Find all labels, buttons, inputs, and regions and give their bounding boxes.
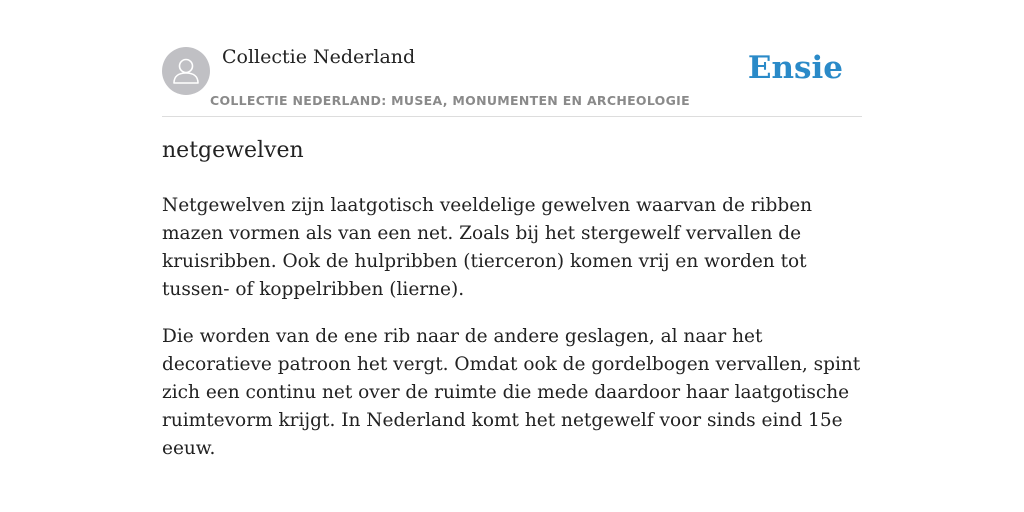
avatar[interactable] xyxy=(162,47,210,95)
source-header xyxy=(162,0,862,117)
article-title: netgewelven xyxy=(162,138,304,163)
article-card xyxy=(162,0,862,459)
brand-logo[interactable]: Ensie xyxy=(747,50,843,86)
article-body xyxy=(162,192,862,482)
article-paragraph: Die worden van de ene rib naar de andere geslagen, al naar het decoratieve patroon het vergt. Omdat ook de gordelbogen vervallen, spint zich een continu net over de ruimte die mede daardoor haar laatgotische ruimtevorm krijgt. In Nederland komt het netgewelf voor sinds eind 15e eeuw. xyxy=(162,326,861,459)
article-paragraph: Netgewelven zijn laatgotisch veeldelige gewelven waarvan de ribben mazen vormen als van een net. Zoals bij het stergewelf vervallen de kruisribben. Ook de hulpribben (tierceron) komen vrij en worden tot tussen- of koppelribben (lierne). xyxy=(162,195,813,300)
source-name[interactable]: Collectie Nederland xyxy=(222,46,416,68)
user-silhouette-icon xyxy=(162,47,210,95)
source-subtitle: COLLECTIE NEDERLAND: MUSEA, MONUMENTEN EN ARCHEOLOGIE xyxy=(210,93,690,108)
